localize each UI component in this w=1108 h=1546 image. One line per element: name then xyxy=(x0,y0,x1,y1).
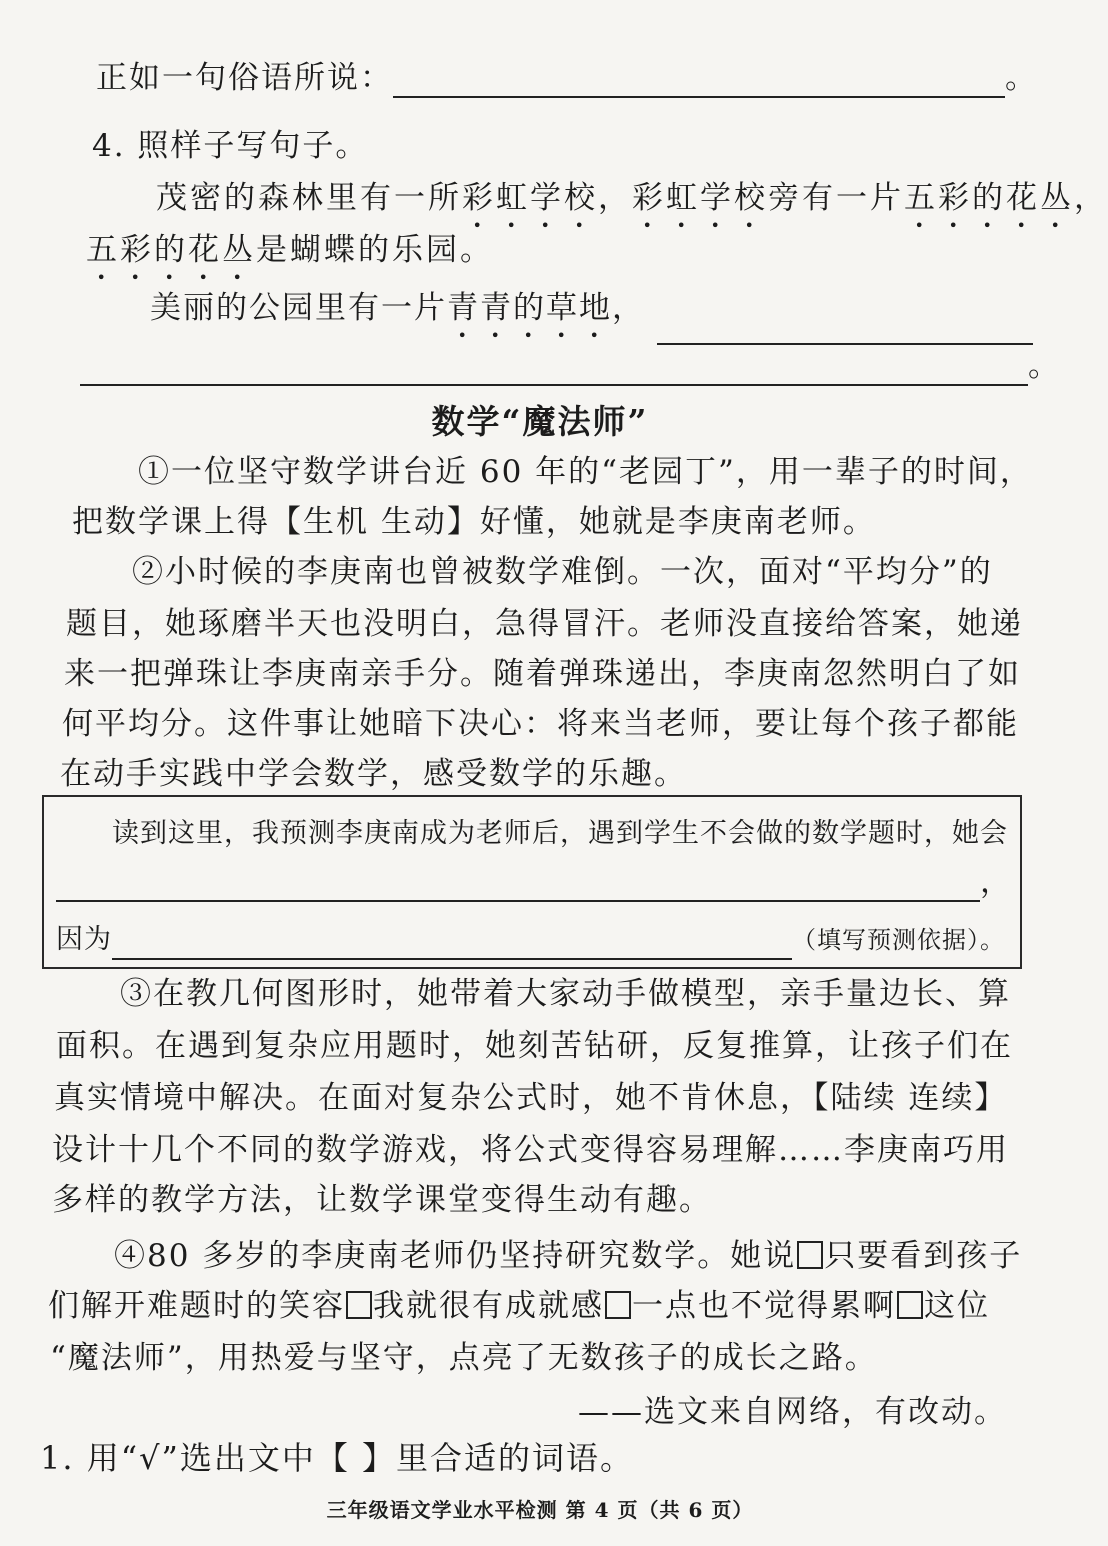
page-footer: 三年级语文学业水平检测 第 4 页（共 6 页） xyxy=(326,1498,754,1522)
q4-answer-blank-1[interactable] xyxy=(657,313,1033,345)
p2-line-4: 何平均分。这件事让她暗下决心：将来当老师，要让每个孩子都能 xyxy=(62,706,1019,742)
prediction-comma: ， xyxy=(980,864,1013,900)
prediction-reason-line xyxy=(56,920,1005,960)
reason-hint: （填写预测依据）。 xyxy=(792,926,1005,954)
example-comma: ， xyxy=(1074,180,1108,216)
q4-example-line-2 xyxy=(86,230,494,287)
example-keyword: 五彩的花丛 xyxy=(904,180,1074,216)
p1-line-2: 把数学课上得【生机 生动】好懂，她就是李庚南老师。 xyxy=(72,504,876,540)
example-text: 茂密的森林里有一所 xyxy=(156,180,462,216)
p3-line-5: 多样的教学方法，让数学课堂变得生动有趣。 xyxy=(52,1182,712,1218)
task-comma: ， xyxy=(612,290,645,326)
proverb-period: 。 xyxy=(1005,60,1038,96)
p3-line-3: 真实情境中解决。在面对复杂公式时，她不肯休息，【陆续 连续】 xyxy=(54,1080,1008,1116)
reason-label: 因为 xyxy=(56,924,112,955)
p4-text: 这位 xyxy=(924,1288,990,1324)
p2-line-2: 题目，她琢磨半天也没明白，急得冒汗。老师没直接给答案，她递 xyxy=(66,606,1023,642)
proverb-answer-blank[interactable] xyxy=(393,66,1005,98)
p1-line-1: ①一位坚守数学讲台近 60 年的“老园丁”，用一辈子的时间， xyxy=(138,454,1033,490)
p4-line-3: “魔法师”，用热爱与坚守，点亮了无数孩子的成长之路。 xyxy=(50,1340,878,1376)
prediction-prompt: 读到这里，我预测李庚南成为老师后，遇到学生不会做的数学题时，她会 xyxy=(112,818,1008,849)
p2-line-3: 来一把弹珠让李庚南亲手分。随着弹珠递出，李庚南忽然明白了如 xyxy=(64,656,1021,692)
prediction-answer-line xyxy=(56,862,1013,902)
p4-text: 们解开难题时的笑容 xyxy=(48,1288,345,1324)
p2-line-1: ②小时候的李庚南也曾被数学难倒。一次，面对“平均分”的 xyxy=(132,554,993,590)
q1-prompt: 1. 用“√”选出文中【 】里合适的词语。 xyxy=(40,1439,634,1477)
q4-example-line-1 xyxy=(156,178,1108,235)
punctuation-box[interactable] xyxy=(897,1291,923,1319)
passage-source: ——选文来自网络，有改动。 xyxy=(578,1394,1007,1430)
prediction-answer-blank[interactable] xyxy=(56,870,980,902)
p3-line-4: 设计十几个不同的数学游戏，将公式变得容易理解……李庚南巧用 xyxy=(52,1132,1009,1168)
p3-line-1: ③在教几何图形时，她带着大家动手做模型，亲手量边长、算 xyxy=(120,976,1011,1012)
q4-answer-line-2 xyxy=(80,346,1061,386)
q4-heading: 4. 照样子写句子。 xyxy=(92,128,369,164)
proverb-prompt: 正如一句俗语所说： xyxy=(96,60,393,96)
p4-text: 只要看到孩子 xyxy=(824,1238,1023,1274)
example-text: 是蝴蝶的乐园。 xyxy=(256,232,494,268)
reason-answer-blank[interactable] xyxy=(112,928,792,960)
example-keyword: 彩虹学校 xyxy=(632,180,768,216)
punctuation-box[interactable] xyxy=(346,1291,372,1319)
q4-answer-blank-2[interactable] xyxy=(80,354,1028,386)
p4-line-1 xyxy=(114,1236,1022,1276)
p4-text: 一点也不觉得累啊 xyxy=(632,1288,896,1324)
p3-line-2: 面积。在遇到复杂应用题时，她刻苦钻研，反复推算，让孩子们在 xyxy=(56,1028,1013,1064)
q4-period: 。 xyxy=(1028,348,1061,384)
q4-task-line xyxy=(150,288,1033,345)
example-keyword: 彩虹学校 xyxy=(462,180,598,216)
p4-text: ④80 多岁的李庚南老师仍坚持研究数学。她说 xyxy=(114,1238,797,1274)
task-text: 美丽的公园里有一片 xyxy=(150,290,447,326)
example-keyword: 五彩的花丛 xyxy=(86,232,256,268)
task-keyword: 青青的草地 xyxy=(447,290,612,326)
p4-line-2 xyxy=(48,1286,990,1326)
p2-line-5: 在动手实践中学会数学，感受数学的乐趣。 xyxy=(60,756,687,792)
example-text: 旁有一片 xyxy=(768,180,904,216)
passage-title: 数学“魔法师” xyxy=(431,402,649,441)
punctuation-box[interactable] xyxy=(605,1291,631,1319)
punctuation-box[interactable] xyxy=(797,1241,823,1269)
p4-text: 我就很有成就感 xyxy=(373,1288,604,1324)
example-comma: ， xyxy=(598,180,632,216)
proverb-line xyxy=(96,58,1038,98)
